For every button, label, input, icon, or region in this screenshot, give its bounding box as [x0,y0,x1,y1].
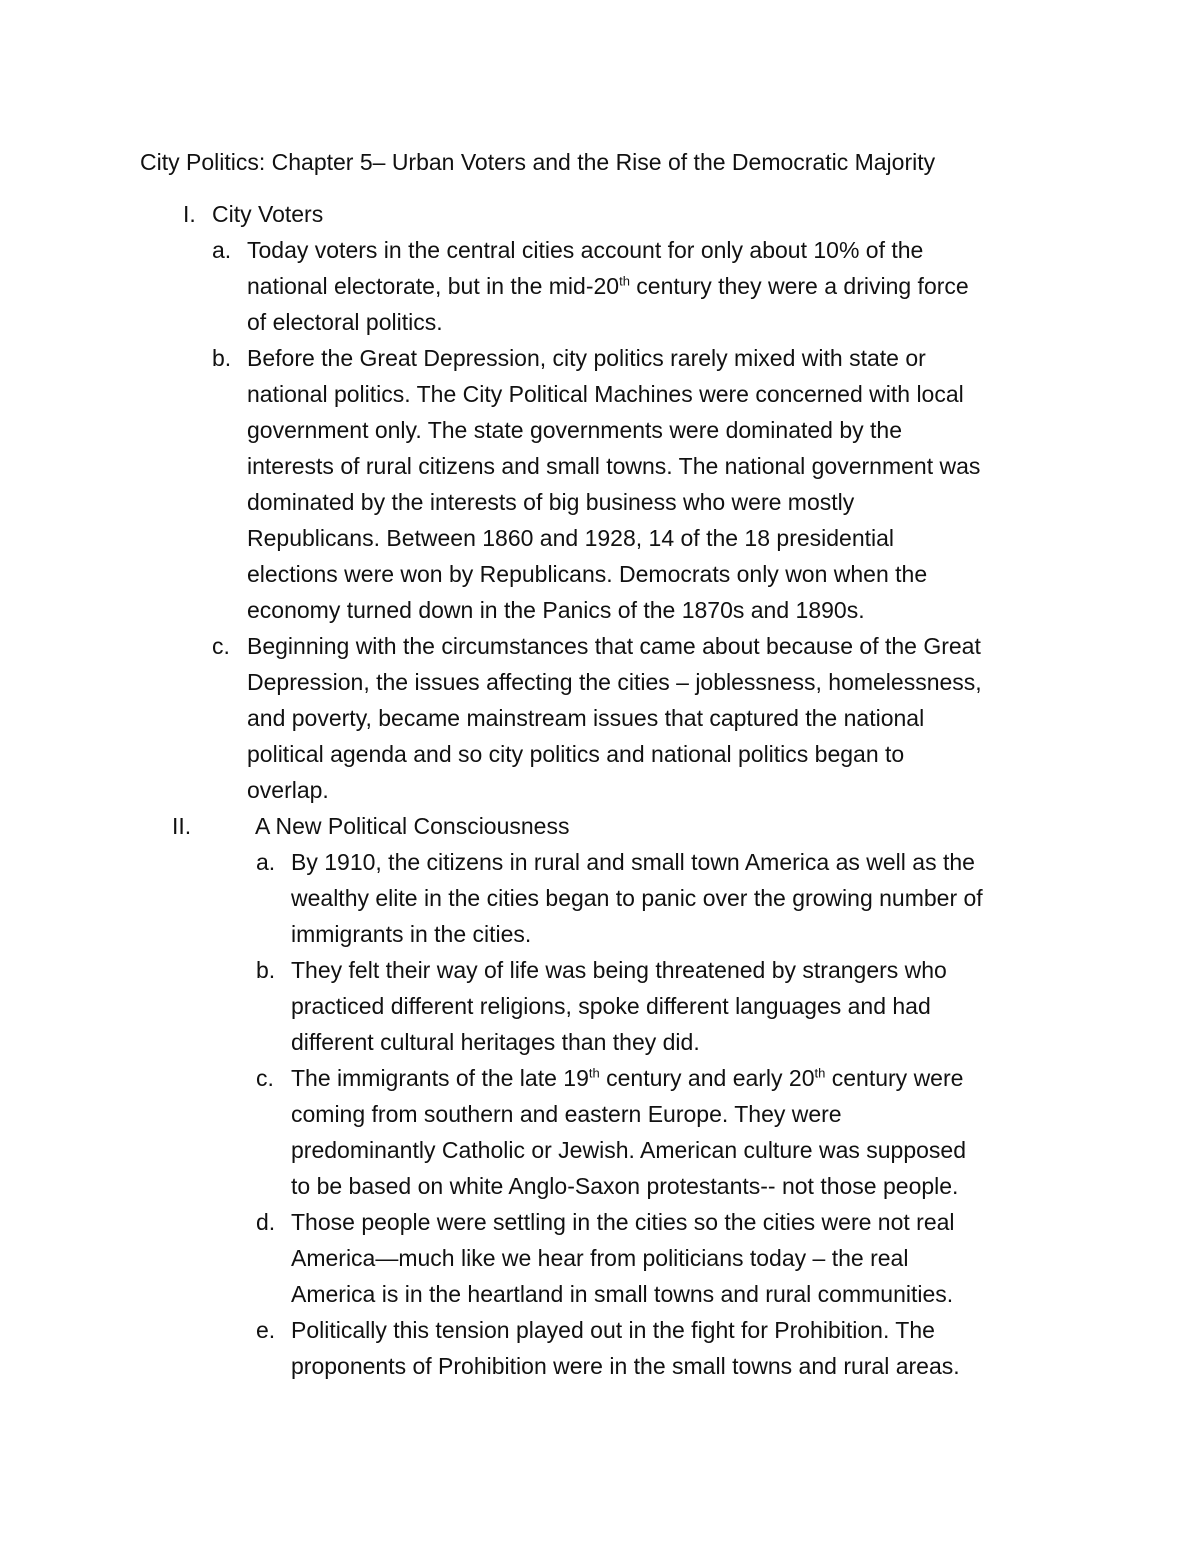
section-numeral: II. [172,813,192,839]
text-line: By 1910, the citizens in rural and small town America as well as the [291,849,975,875]
list-item-text [247,628,982,808]
text-segment: century were [825,1065,964,1091]
list-item-text [291,952,947,1060]
text-line: different cultural heritages than they did. [291,1029,700,1055]
document-title: City Politics: Chapter 5– Urban Voters and the Rise of the Democratic Majority [140,149,936,175]
text-line: Beginning with the circumstances that came about because of the Great [247,633,981,659]
text-segment: The immigrants of the late 19 [291,1065,589,1091]
list-item-text [291,1204,955,1312]
text-segment: century they were a driving force [629,273,969,299]
text-line: wealthy elite in the cities began to panic over the growing number of [291,885,983,911]
text-line: They felt their way of life was being threatened by strangers who [291,957,947,983]
text-line: America—much like we hear from politicians today – the real [291,1245,909,1271]
list-item-text [247,232,969,340]
text-line: government only. The state governments were dominated by the [247,417,903,443]
text-line: predominantly Catholic or Jewish. American culture was supposed [291,1137,966,1163]
list-item-text [247,340,980,628]
text-line: America is in the heartland in small towns and rural communities. [291,1281,954,1307]
text-line [291,1060,966,1096]
list-item-marker: d. [256,1209,276,1235]
superscript: th [814,1065,826,1081]
text-line: and poverty, became mainstream issues that captured the national [247,705,925,731]
text-line: Politically this tension played out in the fight for Prohibition. The [291,1317,935,1343]
list-item-marker: b. [212,345,232,371]
text-line: dominated by the interests of big business who were mostly [247,489,855,515]
list-item-marker: a. [256,849,276,875]
text-line: to be based on white Anglo-Saxon protestants-- not those people. [291,1173,959,1199]
text-line: economy turned down in the Panics of the 1870s and 1890s. [247,597,865,623]
text-line: overlap. [247,777,329,803]
text-line: Depression, the issues affecting the cities – joblessness, homelessness, [247,669,982,695]
section-heading: City Voters [212,201,324,227]
text-line: Republicans. Between 1860 and 1928, 14 of the 18 presidential [247,525,895,551]
list-item-text [291,844,983,952]
list-item-marker: b. [256,957,276,983]
text-line: Those people were settling in the cities so the cities were not real [291,1209,955,1235]
list-item-text [291,1060,966,1204]
text-line: practiced different religions, spoke different languages and had [291,993,931,1019]
text-segment: century and early 20 [599,1065,815,1091]
list-item-marker: e. [256,1317,276,1343]
text-line: Today voters in the central cities account for only about 10% of the [247,237,924,263]
text-line: proponents of Prohibition were in the small towns and rural areas. [291,1353,960,1379]
text-line: of electoral politics. [247,309,443,335]
text-line: interests of rural citizens and small towns. The national government was [247,453,981,479]
section-heading: A New Political Consciousness [255,813,570,839]
list-item-text [291,1312,960,1384]
list-item-marker: a. [212,237,232,263]
text-line: elections were won by Republicans. Democrats only won when the [247,561,928,587]
list-item-marker: c. [212,633,230,659]
section-numeral: I. [183,201,196,227]
text-line: political agenda and so city politics and national politics began to [247,741,905,767]
text-line: coming from southern and eastern Europe. They were [291,1101,842,1127]
superscript: th [619,273,630,289]
superscript: th [588,1065,600,1081]
text-line: immigrants in the cities. [291,921,532,947]
text-line [247,268,969,304]
text-line: Before the Great Depression, city politics rarely mixed with state or [247,345,926,371]
text-segment: national electorate, but in the mid-20 [247,273,620,299]
list-item-marker: c. [256,1065,274,1091]
text-line: national politics. The City Political Machines were concerned with local [247,381,964,407]
